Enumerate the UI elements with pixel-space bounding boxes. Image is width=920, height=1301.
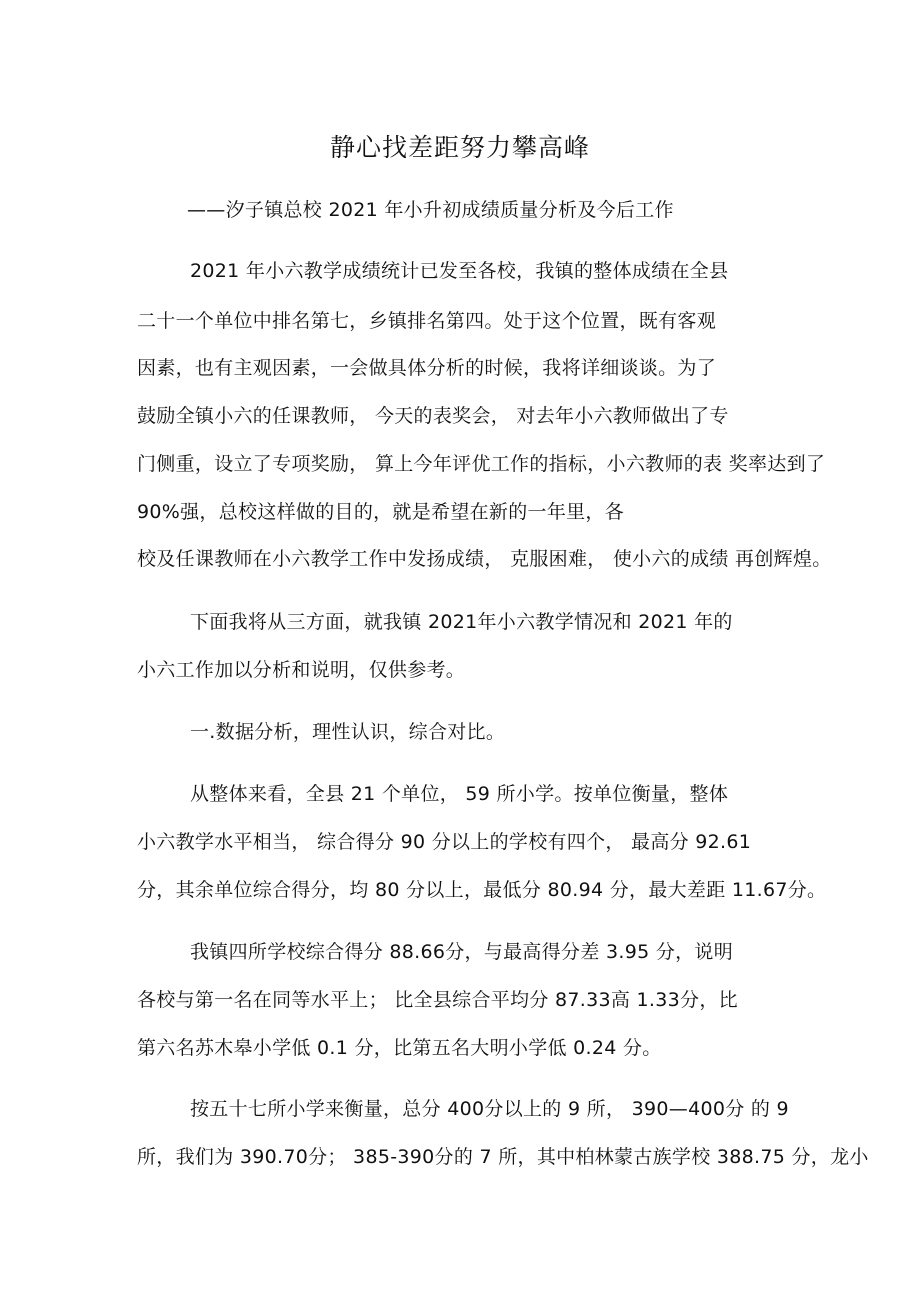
text-line: 各校与第一名在同等水平上； 比全县综合平均分 87.33高 1.33分，比: [137, 989, 738, 1011]
text-line: 我镇四所学校综合得分 88.66分，与最高得分差 3.95 分，说明: [190, 941, 734, 963]
text-line: 门侧重，设立了专项奖励， 算上今年评优工作的指标，小六教师的表 奖率达到了: [137, 453, 826, 475]
text-line: 二十一个单位中排名第七，乡镇排名第四。处于这个位置，既有客观: [137, 310, 717, 332]
text-line: 小六教学水平相当， 综合得分 90 分以上的学校有四个， 最高分 92.61: [137, 831, 752, 853]
text-line: 按五十七所小学来衡量，总分 400分以上的 9 所， 390—400分 的 9: [190, 1098, 789, 1120]
text-line: 第六名苏木皋小学低 0.1 分，比第五名大明小学低 0.24 分。: [137, 1037, 662, 1059]
text-line: 鼓励全镇小六的任课教师， 今天的表奖会， 对去年小六教师做出了专: [137, 405, 729, 427]
document-subtitle: ——汐子镇总校 2021 年小升初成绩质量分析及今后工作: [187, 199, 674, 221]
text-line: 分，其余单位综合得分，均 80 分以上，最低分 80.94 分，最大差距 11.67分。: [137, 879, 827, 901]
text-line: 校及任课教师在小六教学工作中发扬成绩， 克服困难， 使小六的成绩 再创辉煌。: [137, 548, 832, 570]
text-line: 下面我将从三方面，就我镇 2021年小六教学情况和 2021 年的: [190, 611, 733, 633]
text-line: 小六工作加以分析和说明，仅供参考。: [137, 659, 466, 681]
text-line: 从整体来看，全县 21 个单位， 59 所小学。按单位衡量，整体: [190, 783, 729, 805]
text-line: 2021 年小六教学成绩统计已发至各校，我镇的整体成绩在全县: [190, 260, 729, 282]
text-line: 所，我们为 390.70分； 385-390分的 7 所，其中柏林蒙古族学校 388.75 分，龙小: [137, 1146, 869, 1168]
text-line: 因素，也有主观因素，一会做具体分析的时候，我将详细谈谈。为了: [137, 357, 717, 379]
heading-line: 一.数据分析，理性认识，综合对比。: [190, 721, 506, 743]
text-line: 90%强，总校这样做的目的，就是希望在新的一年里，各: [137, 501, 625, 523]
document-title: 静心找差距努力攀高峰: [329, 133, 590, 162]
